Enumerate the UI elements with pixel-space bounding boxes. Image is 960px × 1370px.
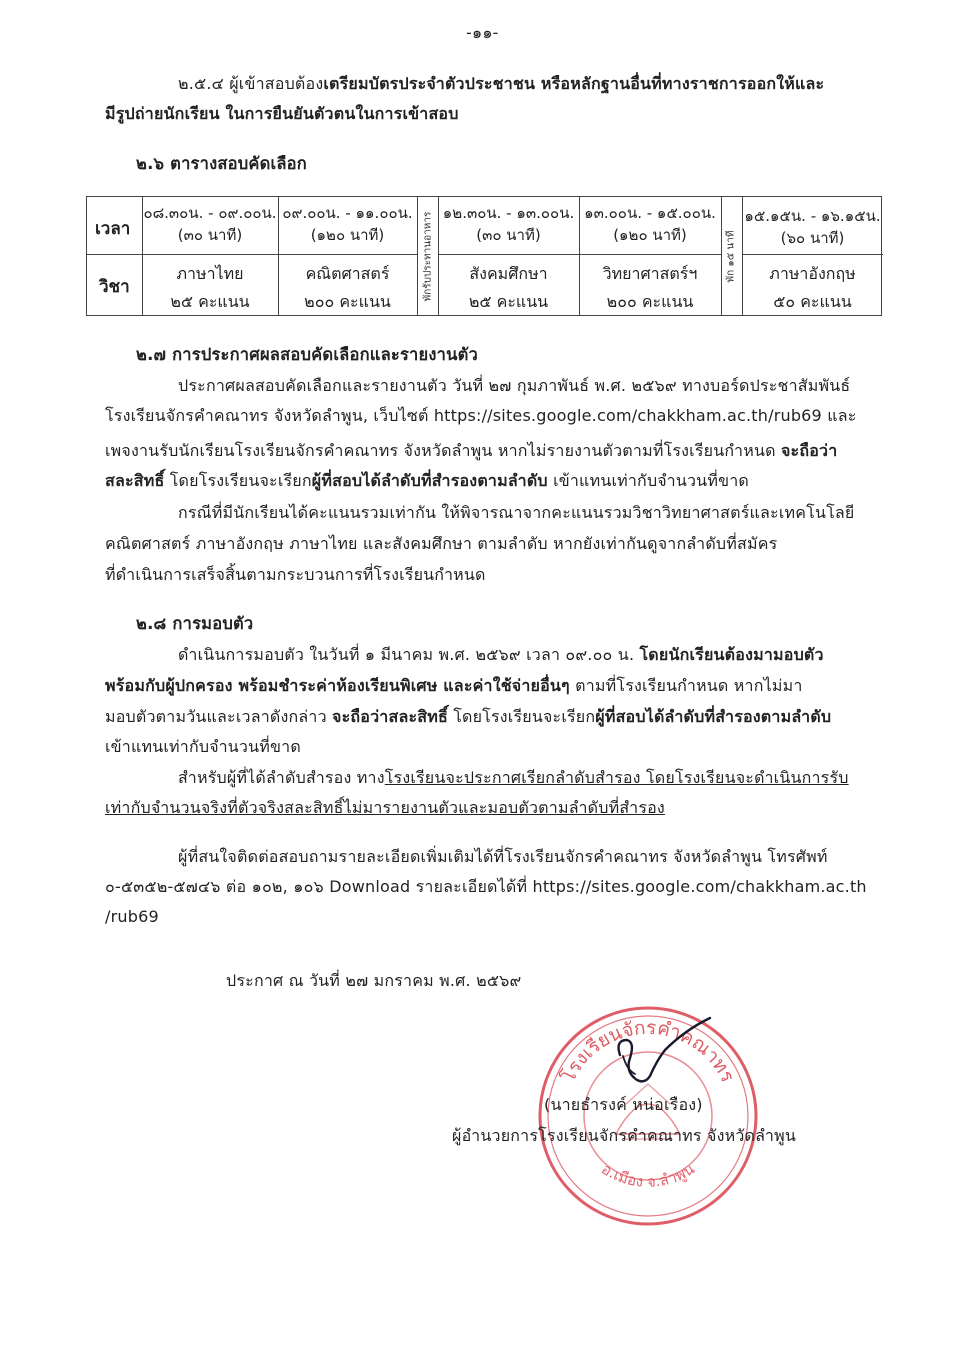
paragraph-line: โรงเรียนจักรคำคณาทร จังหวัดลำพูน, เว็บไซต์ https://sites.google.com/chakkham.ac.th/rub69 และ (105, 406, 857, 425)
slot-subject (742, 260, 883, 316)
paragraph-bold-text: จะถือว่าสละสิทธิ์ (332, 707, 448, 726)
paragraph-text: ดำเนินการมอบตัว ในวันที่ ๑ มีนาคม พ.ศ. ๒๕๖๙ เวลา ๐๙.๐๐ น. (178, 645, 640, 664)
paragraph-underlined-text: เท่ากับจำนวนจริงที่ตัวจริงสละสิทธิ์ไม่มารายงานตัวและมอบตัวตามลำดับที่สำรอง (105, 798, 665, 817)
lunch-break-label: พักรับประทานอาหาร (422, 211, 434, 302)
slot-score: ๕๐ คะแนน (773, 292, 852, 311)
slot-time (438, 202, 579, 246)
slot-score: ๒๕ คะแนน (468, 292, 549, 311)
slot-duration: (๓๐ นาที) (177, 226, 243, 244)
slot-subject (278, 260, 417, 316)
paragraph-line (105, 706, 831, 728)
paragraph-text: โดยโรงเรียนจะเรียก (164, 471, 312, 490)
row-label-subject: วิชา (99, 277, 130, 297)
slot-subject (579, 260, 721, 316)
seal-bottom-text: อ.เมือง จ.ลำพูน (598, 1159, 698, 1191)
slot-score: ๒๐๐ คะแนน (606, 292, 694, 311)
paragraph-line: ประกาศผลสอบคัดเลือกและรายงานตัว วันที่ ๒๗ กุมภาพันธ์ พ.ศ. ๒๕๖๙ ทางบอร์ดประชาสัมพันธ์ (178, 376, 851, 395)
slot-time-range: ๐๙.๐๐น. - ๑๑.๐๐น. (282, 204, 413, 222)
signer-name: (นายธำรงค์ หน่อเรือง) (544, 1095, 703, 1114)
slot-subject-name: ภาษาอังกฤษ (769, 264, 856, 283)
signer-title: ผู้อำนวยการโรงเรียนจักรคำคณาทร จังหวัดลำพูน (452, 1126, 796, 1145)
paragraph-bold-text: พร้อมกับผู้ปกครอง พร้อมชำระค่าห้องเรียนพิเศษ และค่าใช้จ่ายอื่นๆ (105, 676, 570, 695)
slot-time (742, 205, 883, 249)
paragraph-line (105, 440, 837, 462)
exam-schedule-table (86, 196, 882, 316)
paragraph-line: กรณีที่มีนักเรียนได้คะแนนรวมเท่ากัน ให้พิจารณาจากคะแนนรวมวิชาวิทยาศาสตร์และเทคโนโลยี (178, 503, 855, 522)
slot-time-range: ๑๓.๐๐น. - ๑๕.๐๐น. (584, 204, 716, 222)
paragraph-bold-text: โดยนักเรียนต้องมามอบตัว (639, 645, 824, 664)
paragraph-text: มอบตัวตามวันและเวลาดังกล่าว (105, 707, 333, 726)
paragraph-text: เข้าแทนเท่ากับจำนวนที่ขาด (547, 471, 749, 490)
contact-line: /rub69 (105, 907, 159, 926)
slot-time-range: ๐๘.๓๐น. - ๐๙.๐๐น. (143, 204, 277, 222)
row-label-time: เวลา (95, 219, 131, 239)
paragraph-line (105, 675, 803, 697)
table-col-divider (417, 197, 418, 315)
announcement-date: ประกาศ ณ วันที่ ๒๗ มกราคม พ.ศ. ๒๕๖๙ (226, 971, 522, 990)
slot-time-range: ๑๕.๑๕น. - ๑๖.๑๕น. (744, 207, 881, 225)
item-2-5-4-line-1 (178, 73, 824, 95)
seal-top-text: โรงเรียนจักรคำคณาทร (557, 1016, 739, 1086)
paragraph-line (178, 767, 849, 789)
item-bold-text: มีรูปถ่ายนักเรียน ในการยืนยันตัวตนในการเข้าสอบ (105, 104, 459, 123)
slot-subject-name: สังคมศึกษา (469, 264, 548, 283)
table-row-divider (87, 254, 417, 255)
paragraph-bold-text: ผู้ที่สอบได้ลำดับที่สำรองตามลำดับ (311, 471, 548, 490)
page-number: -๑๑- (466, 23, 499, 42)
item-bold-text: เตรียมบัตรประจำตัวประชาชน หรือหลักฐานอื่นที่ทางราชการออกให้และ (323, 74, 825, 93)
slot-subject-name: ภาษาไทย (176, 264, 244, 283)
paragraph-line: คณิตศาสตร์ ภาษาอังกฤษ ภาษาไทย และสังคมศึกษา ตามลำดับ หากยังเท่ากันดูจากลำดับที่สมัคร (105, 534, 778, 553)
handwritten-signature (575, 1010, 725, 1100)
table-row-divider (742, 254, 883, 255)
paragraph-bold-text: ผู้ที่สอบได้ลำดับที่สำรองตามลำดับ (595, 707, 832, 726)
slot-time-range: ๑๒.๓๐น. - ๑๓.๐๐น. (442, 204, 575, 222)
paragraph-bold-text: จะถือว่า (780, 441, 838, 460)
slot-duration: (๖๐ นาที) (780, 229, 845, 247)
item-text: ๒.๕.๔ ผู้เข้าสอบต้อง (178, 74, 324, 93)
paragraph-line (105, 470, 749, 492)
slot-subject (438, 260, 579, 316)
paragraph-text: โดยโรงเรียนจะเรียก (447, 707, 596, 726)
slot-score: ๒๕ คะแนน (170, 292, 250, 311)
paragraph-line: ที่ดำเนินการเสร็จสิ้นตามกระบวนการที่โรงเรียนกำหนด (105, 565, 486, 584)
item-2-5-4-line-2 (105, 103, 459, 125)
paragraph-text: ตามที่โรงเรียนกำหนด หากไม่มา (569, 676, 803, 695)
paragraph-line (105, 797, 665, 819)
paragraph-line (178, 644, 824, 666)
slot-subject-name: คณิตศาสตร์ (305, 264, 390, 283)
slot-duration: (๑๒๐ นาที) (310, 226, 385, 244)
section-2-7-heading: ๒.๗ การประกาศผลสอบคัดเลือกและรายงานตัว (136, 345, 478, 364)
paragraph-line: เข้าแทนเท่ากับจำนวนที่ขาด (105, 737, 301, 756)
paragraph-underlined-text: โรงเรียนจะประกาศเรียกลำดับสำรอง โดยโรงเรียนจะดำเนินการรับ (384, 768, 849, 787)
slot-duration: (๑๒๐ นาที) (613, 226, 687, 244)
section-2-6-heading: ๒.๖ ตารางสอบคัดเลือก (136, 154, 307, 173)
slot-time (579, 202, 721, 246)
slot-subject (142, 260, 278, 316)
contact-line: ๐-๕๓๕๒-๕๗๔๖ ต่อ ๑๐๒, ๑๐๖ Download รายละเอียดได้ที่ https://sites.google.com/chakkham.ac.th (105, 877, 867, 896)
slot-time (142, 202, 278, 246)
slot-time (278, 202, 417, 246)
section-2-8-heading: ๒.๘ การมอบตัว (136, 614, 254, 633)
contact-line: ผู้ที่สนใจติดต่อสอบถามรายละเอียดเพิ่มเติมได้ที่โรงเรียนจักรคำคณาทร จังหวัดลำพูน โทรศัพท์ (178, 847, 828, 866)
paragraph-text: เพจงานรับนักเรียนโรงเรียนจักรคำคณาทร จังหวัดลำพูน หากไม่รายงานตัวตามที่โรงเรียนกำหนด (105, 441, 781, 460)
slot-duration: (๓๐ นาที) (476, 226, 541, 244)
slot-score: ๒๐๐ คะแนน (304, 292, 391, 311)
slot-subject-name: วิทยาศาสตร์ฯ (602, 264, 698, 283)
paragraph-text: สำหรับผู้ที่ได้ลำดับสำรอง ทาง (178, 768, 385, 787)
paragraph-bold-text: สละสิทธิ์ (105, 471, 165, 490)
short-break-label: พัก ๑๕ นาที (725, 230, 737, 283)
table-col-divider (721, 197, 722, 315)
